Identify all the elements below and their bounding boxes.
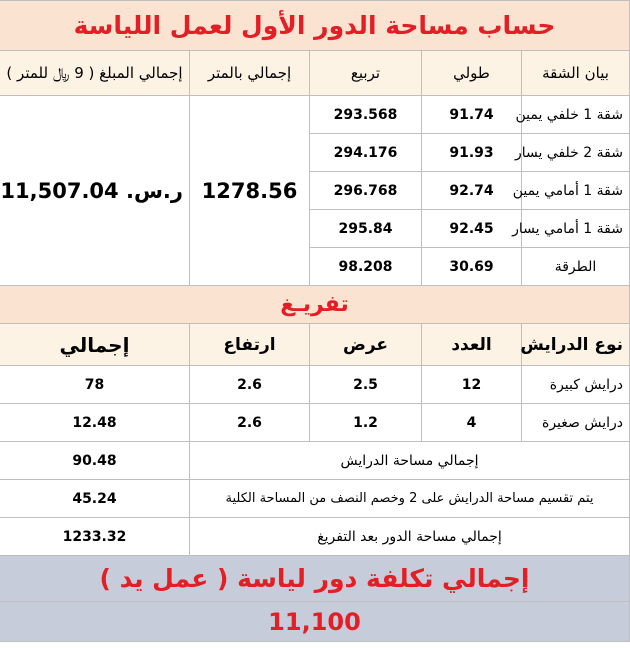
summary-row <box>0 480 630 518</box>
table-row <box>0 96 630 134</box>
apartment-label: شقة 2 خلفي يسار <box>522 134 630 172</box>
page-title: حساب مساحة الدور الأول لعمل اللياسة <box>0 1 630 51</box>
summary-value: 90.48 <box>0 442 190 480</box>
square-value: 293.568 <box>310 96 422 134</box>
apartment-label: شقة 1 خلفي يمين <box>522 96 630 134</box>
square-value: 294.176 <box>310 134 422 172</box>
total-amount-value: 11,507.04 <box>0 178 119 203</box>
window-height: 2.6 <box>190 404 310 442</box>
window-width: 2.5 <box>310 366 422 404</box>
summary-label: إجمالي مساحة الدور بعد التفريغ <box>190 518 630 556</box>
window-width: 1.2 <box>310 404 422 442</box>
footer-amount: 11,100 <box>0 602 630 642</box>
header-window-type: نوع الدرايش <box>522 324 630 366</box>
window-total: 12.48 <box>0 404 190 442</box>
header-total-meters: إجمالي بالمتر <box>190 51 310 96</box>
header-count: العدد <box>422 324 522 366</box>
deduction-header-row <box>0 324 630 366</box>
section-title: تفريـغ <box>0 286 630 324</box>
summary-value: 45.24 <box>0 480 190 518</box>
length-value: 91.93 <box>422 134 522 172</box>
square-value: 296.768 <box>310 172 422 210</box>
summary-row <box>0 442 630 480</box>
apartment-label: الطرقة <box>522 248 630 286</box>
apartment-label: شقة 1 أمامي يسار <box>522 210 630 248</box>
header-square: تربيع <box>310 51 422 96</box>
window-count: 4 <box>422 404 522 442</box>
header-total: إجمالي <box>0 324 190 366</box>
total-amount-cell <box>0 96 190 286</box>
length-value: 30.69 <box>422 248 522 286</box>
header-length: طولي <box>422 51 522 96</box>
area-header-row <box>0 51 630 96</box>
footer-title: إجمالي تكلفة دور لياسة ( عمل يد ) <box>0 556 630 602</box>
summary-label: إجمالي مساحة الدرايش <box>190 442 630 480</box>
header-width: عرض <box>310 324 422 366</box>
window-height: 2.6 <box>190 366 310 404</box>
total-meters-value: 1278.56 <box>190 96 310 286</box>
length-value: 92.74 <box>422 172 522 210</box>
header-apartment: بيان الشقة <box>522 51 630 96</box>
table-row <box>0 366 630 404</box>
window-count: 12 <box>422 366 522 404</box>
length-value: 92.45 <box>422 210 522 248</box>
square-value: 98.208 <box>310 248 422 286</box>
summary-value: 1233.32 <box>0 518 190 556</box>
summary-label: يتم تقسيم مساحة الدرايش على 2 وخصم النصف من المساحة الكلية <box>190 480 630 518</box>
table-row <box>0 404 630 442</box>
window-type: درايش صغيرة <box>522 404 630 442</box>
window-total: 78 <box>0 366 190 404</box>
header-height: ارتفاع <box>190 324 310 366</box>
currency-label: ر.س. <box>125 178 183 203</box>
apartment-label: شقة 1 أمامي يمين <box>522 172 630 210</box>
window-type: درايش كبيرة <box>522 366 630 404</box>
header-total-amount: إجمالي المبلغ ( 9 ﷼ للمتر ) <box>0 51 190 96</box>
square-value: 295.84 <box>310 210 422 248</box>
summary-row <box>0 518 630 556</box>
length-value: 91.74 <box>422 96 522 134</box>
